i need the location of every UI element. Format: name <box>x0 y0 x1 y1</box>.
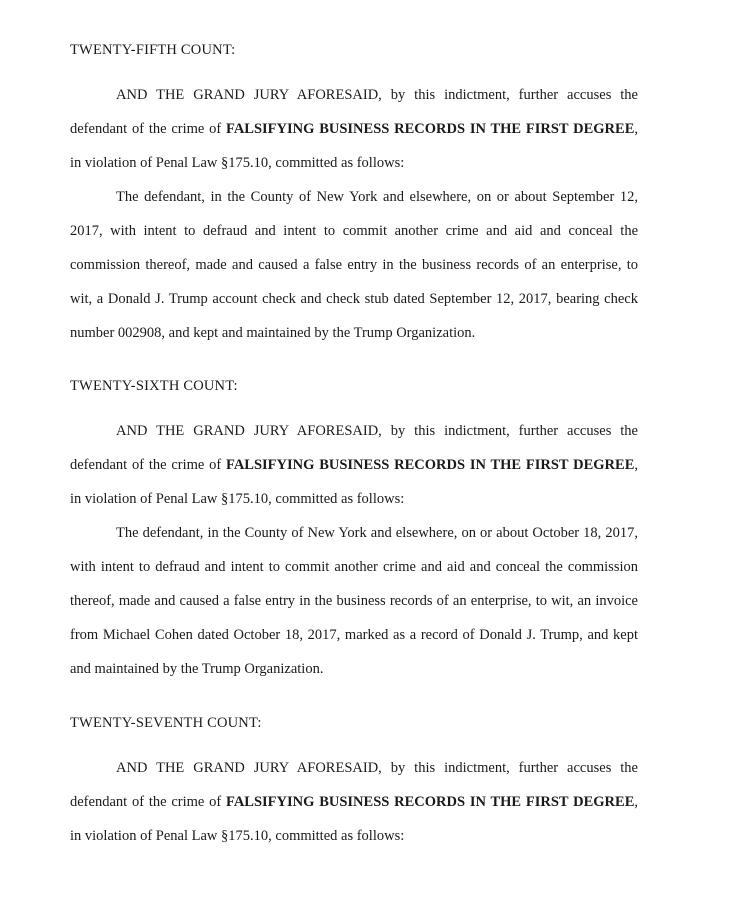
count-section-27 <box>70 713 638 853</box>
accusation-outro: , in violation of Penal Law §175.10, committed as follows: <box>70 794 638 844</box>
details-paragraph: The defendant, in the County of New York and elsewhere, on or about September 12, 2017, with intent to defraud and intent to commit another crime and aid and conceal the commission thereof, made and caused a false entry in the business records of an enterprise, to wit, a Donald J. Trump account check and check stub dated September 12, 2017, bearing check number 002908, and kept and maintained by the Trump Organization. <box>70 189 638 341</box>
accusation-paragraph <box>70 78 638 180</box>
count-heading: TWENTY-SEVENTH COUNT: <box>70 715 262 731</box>
crime-name: FALSIFYING BUSINESS RECORDS IN THE FIRST DEGREE <box>226 457 635 473</box>
count-heading: TWENTY-SIXTH COUNT: <box>70 378 238 394</box>
accusation-intro: AND THE GRAND JURY AFORESAID, by this indictment, further accuses the defendant of the crime of <box>70 423 638 473</box>
accusation-outro: , in violation of Penal Law §175.10, committed as follows: <box>70 121 638 171</box>
accusation-outro: , in violation of Penal Law §175.10, committed as follows: <box>70 457 638 507</box>
details-paragraph: The defendant, in the County of New York and elsewhere, on or about October 18, 2017, with intent to defraud and intent to commit another crime and aid and conceal the commission thereof, made and caused a false entry in the business records of an enterprise, to wit, an invoice from Michael Cohen dated October 18, 2017, marked as a record of Donald J. Trump, and kept and maintained by the Trump Organization. <box>70 525 638 677</box>
crime-name: FALSIFYING BUSINESS RECORDS IN THE FIRST DEGREE <box>226 794 635 810</box>
count-section-26 <box>70 376 638 686</box>
crime-name: FALSIFYING BUSINESS RECORDS IN THE FIRST DEGREE <box>226 121 635 137</box>
accusation-paragraph <box>70 751 638 853</box>
count-section-25 <box>70 40 638 350</box>
count-heading: TWENTY-FIFTH COUNT: <box>70 42 236 58</box>
accusation-intro: AND THE GRAND JURY AFORESAID, by this indictment, further accuses the defendant of the crime of <box>70 87 638 137</box>
accusation-intro: AND THE GRAND JURY AFORESAID, by this indictment, further accuses the defendant of the crime of <box>70 760 638 810</box>
accusation-paragraph <box>70 414 638 516</box>
